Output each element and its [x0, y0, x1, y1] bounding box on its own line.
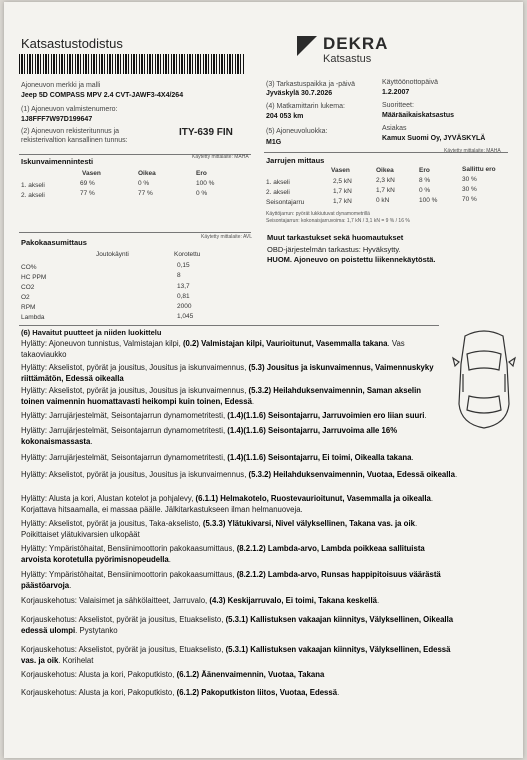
traffic-removed-note: HUOM. Ajoneuvo on poistettu liikennekäytöstä.: [267, 255, 436, 264]
make-label: Ajoneuvon merkki ja malli: [21, 82, 101, 89]
brake-row-diff: 100 %: [419, 197, 438, 204]
first-use-label: Käyttöönottopäivä: [382, 79, 439, 86]
defect-item: Korjauskehotus: Alusta ja kori, Pakoputkisto, (6.1.2) Pakoputkiston liitos, Vuotaa, Edessä.: [21, 688, 340, 697]
km-value: 204 053 km: [266, 113, 304, 120]
defect-item: Hylätty: Ympäristöhaitat, Bensiinimoottorin pakokaasumittaus, (8.2.1.2) Lambda-arvo, Runsas happipitoisuus väärästä päästöarvoja.: [21, 570, 441, 590]
defect-item: Korjauskehotus: Valaisimet ja sähkölaitteet, Jarruvalo, (4.3) Keskijarruvalo, Ei toimi, Takana keskellä.: [21, 596, 380, 605]
shock-row-axle: 1. akseli: [21, 182, 45, 189]
class-value: M1G: [266, 139, 282, 146]
brake-row-allowed: 30 %: [462, 186, 477, 193]
emission-row-value: 0,81: [177, 293, 190, 300]
document-title: Katsastustodistus: [21, 36, 123, 51]
shock-row-diff: 100 %: [196, 180, 215, 187]
brake-row-right: 1,7 kN: [376, 187, 395, 194]
shock-row-diff: 0 %: [196, 190, 208, 197]
emission-row-value: 2000: [177, 303, 192, 310]
defect-item: Korjauskehotus: Akselistot, pyörät ja jousitus, Etuakselisto, (5.3.1) Kallistuksen vakaajan kiinnitys, Välyksellinen, Edessä vas. ja oik. Korihelat: [21, 645, 451, 665]
performer-label: Suoritteet:: [382, 102, 414, 109]
shock-header-right: Oikea: [138, 170, 156, 177]
shock-header-diff: Ero: [196, 170, 207, 177]
certificate-page: [4, 2, 523, 758]
shock-header-left: Vasen: [82, 170, 101, 177]
performer-value: Määräaikaiskatsastus: [382, 112, 454, 119]
emission-row-name: CO2: [21, 284, 35, 291]
emission-row-value: 0,15: [177, 262, 190, 269]
brake-row-left: 1,7 kN: [333, 188, 352, 195]
brake-header-allowed: Sallittu ero: [462, 166, 496, 173]
emission-col-idle: Joutokäynti: [96, 251, 129, 258]
brake-row-axle: Seisontajarru: [266, 199, 305, 206]
emission-row-value: 8: [177, 272, 181, 279]
brake-row-diff: 0 %: [419, 187, 431, 194]
customer-value: Kamux Suomi Oy, JYVÄSKYLÄ: [382, 135, 486, 142]
defect-item: Korjauskehotus: Alusta ja kori, Pakoputkisto, (6.1.2) Äänenvaimennin, Vuotaa, Takana: [21, 670, 325, 679]
shock-device: Käytetty mittalaite: MAHA: [192, 154, 249, 160]
brake-row-allowed: 30 %: [462, 176, 477, 183]
brake-row-right: 2,3 kN: [376, 177, 395, 184]
brake-row-left: 2,5 kN: [333, 178, 352, 185]
emission-row-name: CO%: [21, 264, 37, 271]
defect-item: Hylätty: Alusta ja kori, Alustan kotelot ja pohjalevy, (6.1.1) Helmakotelo, Ruostevaurioitunut, Vasemmalla ja oikealla. Korjattava hitsaamalla, ei massaa päälle. Jälkitarkastukseen ilman helmanuoveja.: [21, 494, 433, 514]
other-title: Muut tarkastukset sekä huomautukset: [267, 233, 404, 242]
brake-row-axle: 1. akseli: [266, 179, 290, 186]
brake-row-left: 1,7 kN: [333, 198, 352, 205]
defect-item: Hylätty: Jarrujärjestelmät, Seisontajarrun dynamometritesti, (1.4)(1.1.6) Seisontajarru, Jarruvoimien ero liian suuri.: [21, 411, 427, 420]
dekra-logo-icon: [297, 36, 317, 56]
emission-row-value: 1,045: [177, 313, 194, 320]
brand-name: DEKRA: [323, 34, 389, 53]
defect-item: Hylätty: Akselistot, pyörät ja jousitus, Jousitus ja iskunvaimennus, (5.3.2) Heilahduksenvaimennin, Saman akselin toinen vaimennin huomattavasti heikompi kuin toinen, Edessä.: [21, 386, 421, 406]
brake-header-right: Oikea: [376, 167, 394, 174]
shock-row-right: 77 %: [138, 190, 153, 197]
km-label: (4) Matkamittarin lukema:: [266, 103, 345, 110]
brake-header-left: Vasen: [331, 167, 350, 174]
barcode: [19, 54, 244, 74]
reg-label-1: (2) Ajoneuvon rekisteritunnus ja: [21, 128, 120, 135]
shock-row-left: 77 %: [80, 190, 95, 197]
brand-subtitle: Katsastus: [323, 53, 372, 65]
vin-label: (1) Ajoneuvon valmistenumero:: [21, 106, 118, 113]
emission-row-name: HC PPM: [21, 274, 47, 281]
obd-check: OBD-järjestelmän tarkastus: Hyväksytty.: [267, 245, 401, 254]
defect-item: Hylätty: Ympäristöhaitat, Bensiinimoottorin pakokaasumittaus, (8.2.1.2) Lambda-arvo, Lambda poikkeaa sallituista arvoista korotetulla pyörimisnopeudella.: [21, 544, 425, 564]
emission-row-value: 13,7: [177, 283, 190, 290]
brake-row-axle: 2. akseli: [266, 189, 290, 196]
defect-item: Hylätty: Akselistot, pyörät ja jousitus, Jousitus ja iskunvaimennus, (5.3.2) Heilahduksenvaimennin, Vuotaa, Edessä oikealla.: [21, 470, 458, 479]
reg-label-2: rekisterivaltion kansallinen tunnus:: [21, 137, 128, 144]
brake-header-diff: Ero: [419, 167, 430, 174]
emission-row-name: RPM: [21, 304, 36, 311]
defect-item: Korjauskehotus: Akselistot, pyörät ja jousitus, Etuakselisto, (5.3.1) Kallistuksen vakaajan kiinnitys, Välyksellinen, Oikealla edessä ulompi. Pystytanko: [21, 615, 454, 635]
emission-row-name: Lambda: [21, 314, 45, 321]
defects-title: (6) Havaitut puutteet ja niiden luokittelu: [21, 328, 162, 337]
brake-title: Jarrujen mittaus: [266, 156, 325, 165]
brake-note-1: Käyttöjarrun: pyörät lukkiutuvat dynamometrillä: [266, 211, 370, 217]
emission-row-name: O2: [21, 294, 30, 301]
defect-item: Hylätty: Akselistot, pyörät ja jousitus, Taka-akselisto, (5.3.3) Ylätukivarsi, Nivel välyksellinen, Takana vas. ja oik. Poikittaiset ylätukivarsien ulkopäät: [21, 519, 418, 539]
emission-col-raised: Korotettu: [174, 251, 201, 258]
brake-note-2: Seisontajarrun: kokonaisjarruvoima: 1,7 kN / 3,1 kN = 9 % / 16 %: [266, 218, 410, 224]
first-use-value: 1.2.2007: [382, 89, 410, 96]
brake-device: Käytetty mittalaite: MAHA: [444, 148, 501, 154]
defect-item: Hylätty: Akselistot, pyörät ja jousitus, Jousitus ja iskunvaimennus, (5.3) Jousitus ja iskunvaimennus, Vaimennuskyky riittämätön, Edessä oikealla: [21, 363, 434, 383]
brake-row-diff: 8 %: [419, 177, 431, 184]
defect-item: Hylätty: Jarrujärjestelmät, Seisontajarrun dynamometritesti, (1.4)(1.1.6) Seisontajarru, Jarruvoima alle 16% kokonaismassasta.: [21, 426, 398, 446]
place-label: (3) Tarkastuspaikka ja -päivä: [266, 81, 355, 88]
defect-item: Hylätty: Jarrujärjestelmät, Seisontajarrun dynamometritesti, (1.4)(1.1.6) Seisontajarru, Ei toimi, Oikealla takana.: [21, 453, 414, 462]
place-value: Jyväskylä 30.7.2026: [266, 90, 333, 97]
class-label: (5) Ajoneuvoluokka:: [266, 128, 328, 135]
registration-value: ITY-639 FIN: [179, 127, 233, 138]
shock-row-right: 0 %: [138, 180, 150, 187]
shock-row-left: 69 %: [80, 180, 95, 187]
shock-row-axle: 2. akseli: [21, 192, 45, 199]
vin-value: 1J8FFF7W97D199647: [21, 116, 93, 123]
customer-label: Asiakas: [382, 125, 407, 132]
brake-row-right: 0 kN: [376, 197, 390, 204]
defect-item: Hylätty: Ajoneuvon tunnistus, Valmistajan kilpi, (0.2) Valmistajan kilpi, Vaurioitunut, Vasemmalla takana. Vas takaoviaukko: [21, 339, 405, 359]
shock-title: Iskunvaimennintesti: [21, 157, 94, 166]
make-value: Jeep 5D COMPASS MPV 2.4 CVT-JAWF3-4X4/264: [21, 92, 184, 99]
emission-device: Käytetty mittalaite: AVL: [201, 234, 253, 240]
emission-title: Pakokaasumittaus: [21, 238, 87, 247]
brake-row-allowed: 70 %: [462, 196, 477, 203]
